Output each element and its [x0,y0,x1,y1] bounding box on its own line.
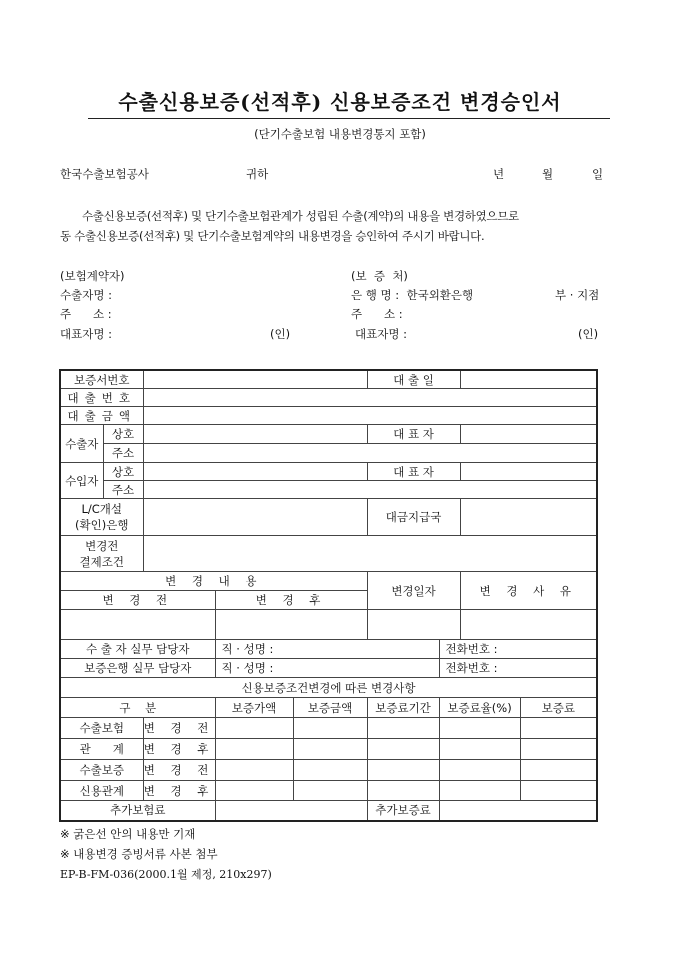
cell-input[interactable] [293,760,367,781]
insured-heading: (보험계약자) [60,269,125,283]
label: 변 경 전 [143,760,215,781]
payment-country-input[interactable] [460,499,597,536]
bank-staff-phone-input[interactable]: 전화번호 : [439,659,597,678]
column-header: 보증료 [520,698,597,718]
application-table [59,369,598,822]
column-header: 구 분 [60,698,215,718]
column-header: 보증가액 [215,698,293,718]
branch-field: 부 · 지점 [555,288,600,302]
label [60,499,143,536]
label: 보증서번호 [60,370,143,389]
cell-input[interactable] [439,760,520,781]
cell-input[interactable] [367,760,439,781]
page-title: 수출신용보증(선적후) 신용보증조건 변경승인서 [118,90,562,114]
cell-input[interactable] [215,760,293,781]
section-heading: 신용보증조건변경에 따른 변경사항 [60,678,597,698]
label: 변 경 전 [143,718,215,739]
exporter-rep-field: 대표자명 : [60,327,112,341]
body-text-2: 동 수출신용보증(선적후) 및 단기수출보험계약의 내용변경을 승인하여 주시기 바랍니다. [60,229,485,243]
importer-company-input[interactable] [143,463,367,481]
label-line: 변경전 [85,538,119,553]
date-month: 월 [542,167,554,181]
label-line: 결제조건 [79,554,124,569]
bank-address-field: 주 소 : [351,307,403,321]
exporter-address-field: 주 소 : [60,307,112,321]
label: 관 계 [60,739,143,760]
title-underline [88,118,610,119]
cell-input[interactable] [439,781,520,801]
label-line: L/C개설 [81,502,123,516]
label: 추가보증료 [367,801,439,821]
column-header: 보증료율(%) [439,698,520,718]
label: 대금지급국 [367,499,460,536]
guarantor-heading: (보 증 처) [351,269,408,283]
label: 변 경 내 용 [60,572,367,591]
label: 변 경 후 [143,781,215,801]
exporter-rep-input[interactable] [460,425,597,444]
label: 수 출 자 실무 담당자 [60,640,215,659]
honorific: 귀하 [246,167,269,181]
label: 수출보증 [60,760,143,781]
importer-address-input[interactable] [143,481,597,499]
label: 주소 [103,481,143,499]
cell-input[interactable] [215,718,293,739]
exporter-staff-phone-input[interactable]: 전화번호 : [439,640,597,659]
bank-rep-field: 대표자명 : [355,327,407,341]
subtitle: (단기수출보험 내용변경통지 포함) [254,127,426,141]
note: ※ 굵은선 안의 내용만 기재 [60,827,196,841]
cell-input[interactable] [520,760,597,781]
form-code: EP-B-FM-036(2000.1월 제정, 210x297) [60,868,272,881]
cell-input[interactable] [293,739,367,760]
loan-date-input[interactable] [460,370,597,389]
after-input[interactable] [215,610,367,640]
change-reason-input[interactable] [460,610,597,640]
bank-staff-name-input[interactable]: 직 · 성명 : [215,659,439,678]
exporter-staff-name-input[interactable]: 직 · 성명 : [215,640,439,659]
label: 주소 [103,444,143,463]
seal-mark: (인) [578,327,599,341]
cell-input[interactable] [367,739,439,760]
cell-input[interactable] [439,739,520,760]
label: 변 경 후 [143,739,215,760]
label: 추가보험료 [60,801,215,821]
guarantee-no-input[interactable] [143,370,367,389]
label: 보증은행 실무 담당자 [60,659,215,678]
label: 대출금액 [60,407,143,425]
change-date-input[interactable] [367,610,460,640]
label: 변 경 후 [215,591,367,610]
cell-input[interactable] [215,781,293,801]
label [60,536,143,572]
label: 변 경 사 유 [460,572,597,610]
label: 수출보험 [60,718,143,739]
exporter-name-field: 수출자명 : [60,288,112,302]
cell-input[interactable] [215,739,293,760]
cell-input[interactable] [439,718,520,739]
date-year: 년 [493,167,505,181]
loan-amount-input[interactable] [143,407,597,425]
label-line: (확인)은행 [75,518,129,532]
before-input[interactable] [60,610,215,640]
cell-input[interactable] [293,718,367,739]
label: 수입자 [60,463,103,499]
cell-input[interactable] [367,718,439,739]
cell-input[interactable] [520,739,597,760]
exporter-address-input[interactable] [143,444,597,463]
column-header: 보증료기간 [367,698,439,718]
lc-bank-input[interactable] [143,499,367,536]
cell-input[interactable] [520,781,597,801]
body-text-1: 수출신용보증(선적후) 및 단기수출보험관계가 성립된 수출(계약)의 내용을 변경하였으므로 [82,209,519,223]
label: 상호 [103,425,143,444]
label: 대 출 일 [367,370,460,389]
label: 신용관계 [60,781,143,801]
prev-terms-input[interactable] [143,536,597,572]
extra-guarantee-input[interactable] [439,801,597,821]
seal-mark: (인) [270,327,291,341]
label: 대 표 자 [367,463,460,481]
cell-input[interactable] [293,781,367,801]
label: 상호 [103,463,143,481]
exporter-company-input[interactable] [143,425,367,444]
date-day: 일 [592,167,604,181]
column-header: 보증금액 [293,698,367,718]
loan-no-input[interactable] [143,389,597,407]
bank-name-field: 은 행 명 : 한국외환은행 [351,288,474,302]
recipient: 한국수출보험공사 [60,167,149,181]
label: 대 표 자 [367,425,460,444]
importer-rep-input[interactable] [460,463,597,481]
extra-insurance-input[interactable] [215,801,367,821]
label: 변 경 전 [60,591,215,610]
cell-input[interactable] [367,781,439,801]
note: ※ 내용변경 증빙서류 사본 첨부 [60,847,218,861]
label: 대출번호 [60,389,143,407]
cell-input[interactable] [520,718,597,739]
label: 수출자 [60,425,103,463]
label: 변경일자 [367,572,460,610]
